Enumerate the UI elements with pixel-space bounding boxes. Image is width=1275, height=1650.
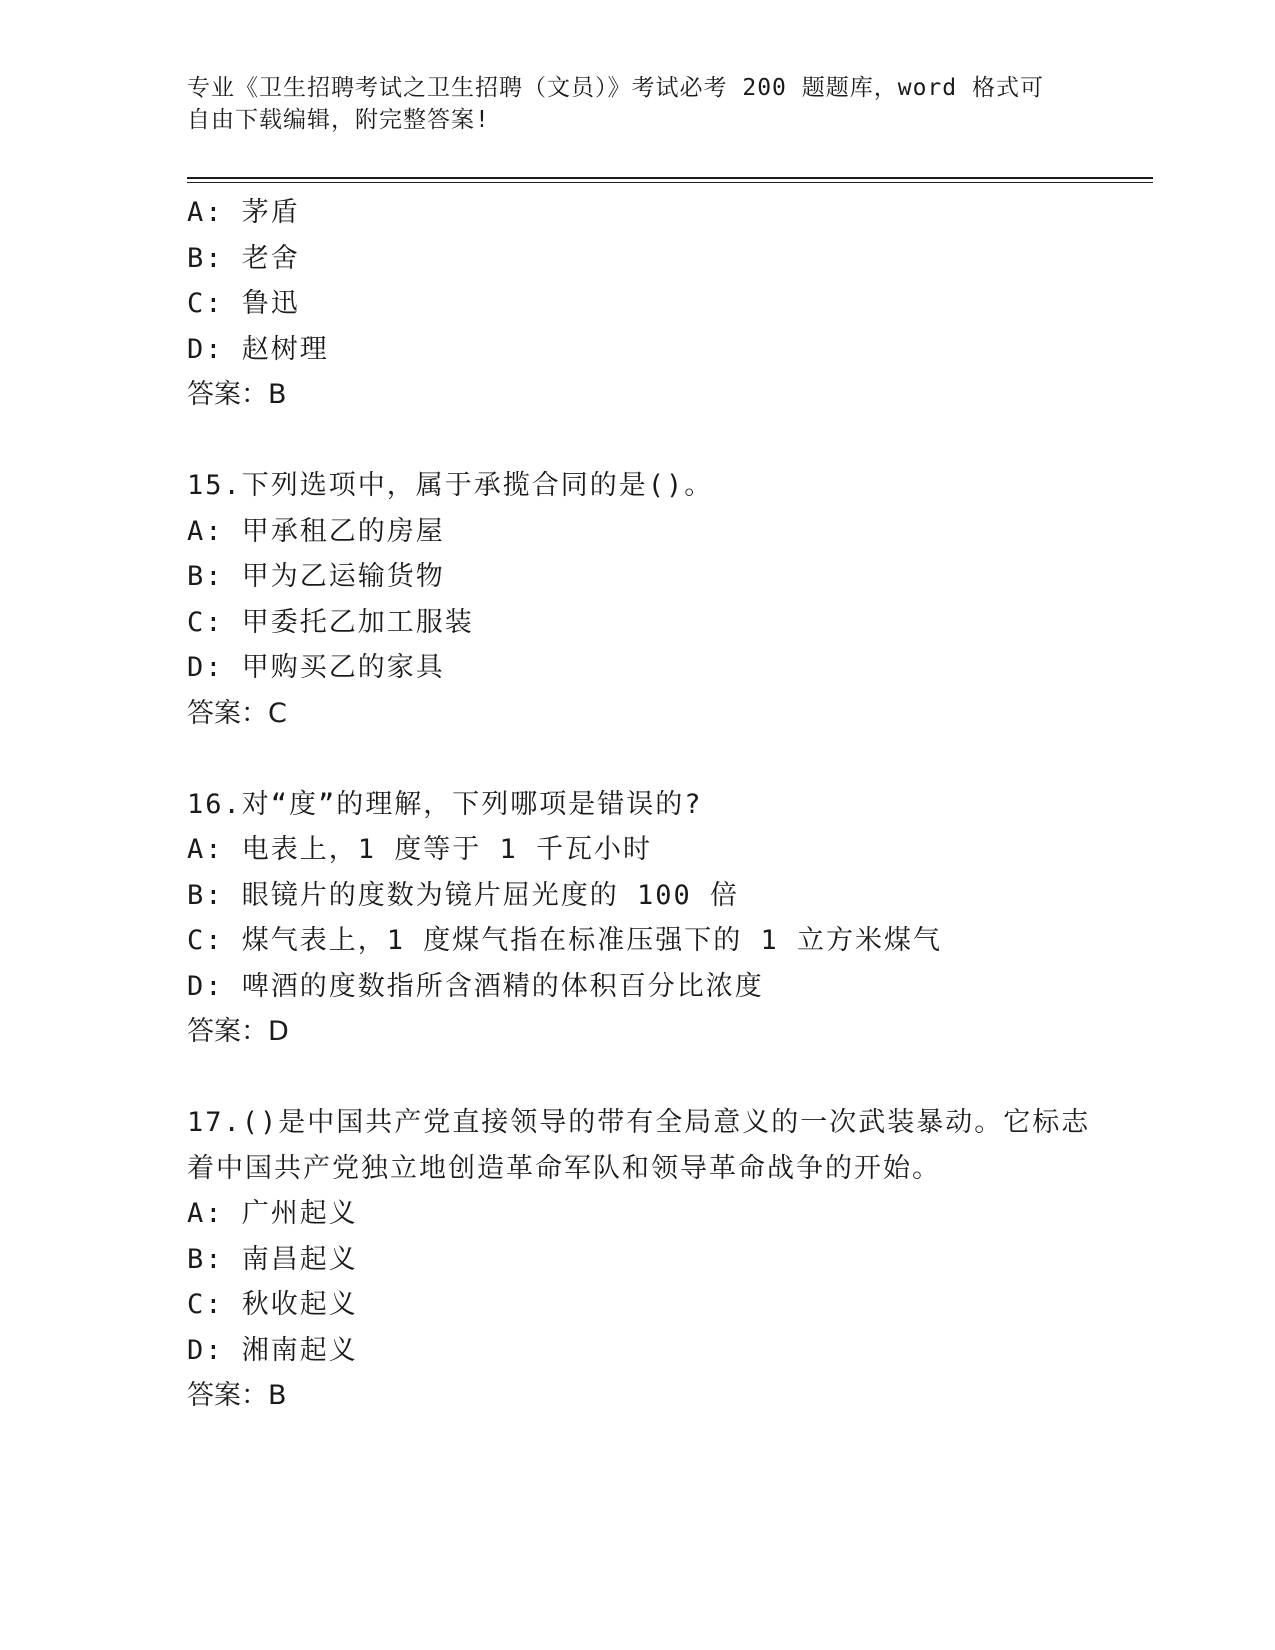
option-a: A: 电表上，1 度等于 1 千瓦小时 bbox=[187, 834, 653, 865]
option-a: A: 茅盾 bbox=[187, 197, 300, 228]
option-d: D: 湘南起义 bbox=[187, 1334, 358, 1366]
option-d: D: 啤酒的度数指所含酒精的体积百分比浓度 bbox=[187, 970, 764, 1002]
option-b: B: 老舍 bbox=[187, 242, 300, 274]
question-stem-line-2: 着中国共产党独立地创造革命军队和领导革命战争的开始。 bbox=[187, 1152, 941, 1184]
spacer bbox=[187, 418, 1087, 464]
option-b: B: 甲为乙运输货物 bbox=[187, 561, 445, 592]
answer: 答案：C bbox=[187, 697, 287, 729]
question-17 bbox=[187, 1100, 1091, 1419]
option-c: C: 甲委托乙加工服装 bbox=[187, 606, 474, 638]
option-c: C: 鲁迅 bbox=[187, 288, 300, 319]
question-14 bbox=[187, 190, 1087, 418]
spacer bbox=[187, 1055, 1087, 1101]
spacer bbox=[187, 736, 1087, 782]
answer: 答案：D bbox=[187, 1016, 289, 1047]
question-stem: 16.对“度”的理解，下列哪项是错误的? bbox=[187, 788, 703, 820]
header-divider-thick bbox=[187, 177, 1153, 179]
header-divider-thin bbox=[187, 182, 1153, 183]
answer: 答案：B bbox=[187, 379, 287, 410]
question-list bbox=[187, 190, 1091, 1419]
option-a: A: 广州起义 bbox=[187, 1198, 358, 1229]
page-header: 专业《卫生招聘考试之卫生招聘（文员）》考试必考 200 题题库，word 格式可自由下载编辑，附完整答案! bbox=[187, 75, 1044, 133]
question-16 bbox=[187, 782, 1087, 1055]
option-b: B: 眼镜片的度数为镜片屈光度的 100 倍 bbox=[187, 879, 740, 911]
option-b: B: 南昌起义 bbox=[187, 1243, 358, 1275]
question-stem-line-1: 17.()是中国共产党直接领导的带有全局意义的一次武装暴动。它标志 bbox=[187, 1107, 1091, 1138]
option-d: D: 赵树理 bbox=[187, 333, 329, 365]
option-c: C: 秋收起义 bbox=[187, 1289, 358, 1320]
answer: 答案：B bbox=[187, 1380, 287, 1411]
question-stem: 15.下列选项中，属于承揽合同的是()。 bbox=[187, 470, 714, 501]
option-a: A: 甲承租乙的房屋 bbox=[187, 515, 445, 547]
option-c: C: 煤气表上，1 度煤气指在标准压强下的 1 立方米煤气 bbox=[187, 925, 943, 956]
option-d: D: 甲购买乙的家具 bbox=[187, 652, 445, 683]
question-15 bbox=[187, 463, 1087, 736]
